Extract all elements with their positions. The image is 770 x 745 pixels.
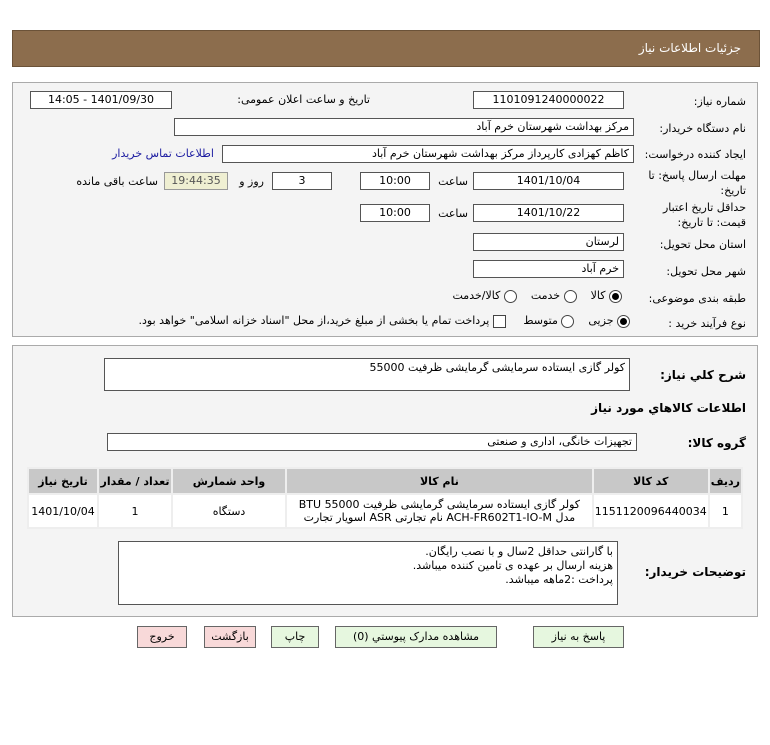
summary-label: شرح کلي نياز: bbox=[660, 368, 746, 382]
province-field: لرستان bbox=[473, 233, 624, 251]
process-minor-label: جزیی bbox=[588, 314, 614, 327]
validity-time-field: 10:00 bbox=[360, 204, 430, 222]
table-row bbox=[29, 495, 741, 527]
cell-qty: 1 bbox=[99, 495, 171, 527]
announce-field: 1401/09/30 - 14:05 bbox=[30, 91, 172, 109]
need-number-label: شماره نیاز: bbox=[693, 95, 746, 108]
category-goods-radio[interactable] bbox=[609, 290, 622, 303]
group-field: تجهیزات خانگی، اداری و صنعتی bbox=[107, 433, 637, 451]
notes-line: با گارانتی حداقل 2سال و با نصب رایگان. bbox=[425, 545, 613, 558]
days-label: روز و bbox=[239, 175, 264, 188]
cell-name-line2: مدل ACH-FR602T1-IO-M نام تجارتی ASR اسویار تجارت bbox=[303, 511, 576, 524]
process-label: نوع فرآیند خرید : bbox=[668, 317, 746, 330]
page-title: جزئیات اطلاعات نیاز bbox=[638, 41, 741, 55]
process-medium-radio[interactable] bbox=[561, 315, 574, 328]
col-unit: واحد شمارش bbox=[173, 469, 285, 493]
table-header-row bbox=[29, 469, 741, 493]
summary-field: کولر گازی ایستاده سرمایشی گرمایشی ظرفیت 55000 bbox=[104, 358, 630, 391]
group-label: گروه کالا: bbox=[687, 436, 746, 450]
reply-button[interactable]: پاسخ به نیاز bbox=[533, 626, 624, 648]
process-radio-group bbox=[139, 314, 630, 328]
cell-unit: دستگاه bbox=[173, 495, 285, 527]
col-name: نام کالا bbox=[287, 469, 592, 493]
col-date: تاریخ نیاز bbox=[29, 469, 97, 493]
cell-row: 1 bbox=[710, 495, 741, 527]
cell-date: 1401/10/04 bbox=[29, 495, 97, 527]
notes-line: پرداخت :2ماهه میباشد. bbox=[505, 573, 613, 586]
category-both-radio[interactable] bbox=[504, 290, 517, 303]
deadline-time-label: ساعت bbox=[438, 175, 468, 188]
city-label: شهر محل تحویل: bbox=[666, 265, 746, 278]
col-qty: تعداد / مقدار bbox=[99, 469, 171, 493]
treasury-payment-checkbox[interactable] bbox=[493, 315, 506, 328]
validity-label: حداقل تاریخ اعتبار قیمت: تا تاریخ: bbox=[662, 201, 746, 229]
city-field: خرم آباد bbox=[473, 260, 624, 278]
category-service-radio[interactable] bbox=[564, 290, 577, 303]
treasury-payment-label: پرداخت تمام یا بخشی از مبلغ خرید،از محل "اسناد خزانه اسلامی" خواهد بود. bbox=[138, 314, 490, 327]
validity-date-field: 1401/10/22 bbox=[473, 204, 624, 222]
category-radio-group bbox=[453, 289, 623, 303]
category-both-label: کالا/خدمت bbox=[452, 289, 501, 302]
province-label: استان محل تحویل: bbox=[659, 238, 746, 251]
deadline-label: مهلت ارسال پاسخ: تا تاریخ: bbox=[648, 169, 746, 197]
need-number-field: 1101091240000022 bbox=[473, 91, 624, 109]
cell-name bbox=[287, 495, 592, 527]
days-field: 3 bbox=[272, 172, 332, 190]
process-minor-radio[interactable] bbox=[617, 315, 630, 328]
creator-label: ایجاد کننده درخواست: bbox=[644, 148, 746, 161]
goods-section-title: اطلاعات کالاهاي مورد نياز bbox=[591, 401, 746, 415]
buyer-label: نام دستگاه خریدار: bbox=[659, 122, 746, 135]
print-button[interactable]: چاپ bbox=[271, 626, 319, 648]
category-goods-label: کالا bbox=[590, 289, 606, 302]
col-row: ردیف bbox=[710, 469, 741, 493]
remaining-label: ساعت باقی مانده bbox=[76, 175, 158, 188]
cell-name-line1: کولر گازی ایستاده سرمایشی گرمایشی ظرفیت 55000 BTU bbox=[298, 498, 581, 511]
attachments-button[interactable]: مشاهده مدارک پیوستي (0) bbox=[335, 626, 497, 648]
category-label: طبقه بندی موضوعی: bbox=[648, 292, 746, 305]
cell-code: 1151120096440034 bbox=[594, 495, 708, 527]
contact-buyer-link[interactable]: اطلاعات تماس خریدار bbox=[112, 147, 214, 160]
announce-label: تاریخ و ساعت اعلان عمومی: bbox=[237, 93, 370, 106]
notes-field bbox=[118, 541, 618, 605]
col-code: کد کالا bbox=[594, 469, 708, 493]
process-medium-label: متوسط bbox=[523, 314, 558, 327]
exit-button[interactable]: خروج bbox=[137, 626, 187, 648]
validity-time-label: ساعت bbox=[438, 207, 468, 220]
remaining-time-field: 19:44:35 bbox=[164, 172, 228, 190]
deadline-date-field: 1401/10/04 bbox=[473, 172, 624, 190]
notes-line: هزینه ارسال بر عهده ی تامین کننده میباشد. bbox=[412, 559, 613, 572]
creator-field: کاظم کهزادی کارپرداز مرکز بهداشت شهرستان خرم آباد bbox=[222, 145, 634, 163]
back-button[interactable]: بازگشت bbox=[204, 626, 256, 648]
notes-label: توضیحات خریدار: bbox=[644, 565, 746, 579]
goods-table bbox=[27, 467, 743, 529]
page-header bbox=[12, 30, 760, 67]
deadline-time-field: 10:00 bbox=[360, 172, 430, 190]
category-service-label: خدمت bbox=[530, 289, 561, 302]
buyer-field: مرکز بهداشت شهرستان خرم آباد bbox=[174, 118, 634, 136]
